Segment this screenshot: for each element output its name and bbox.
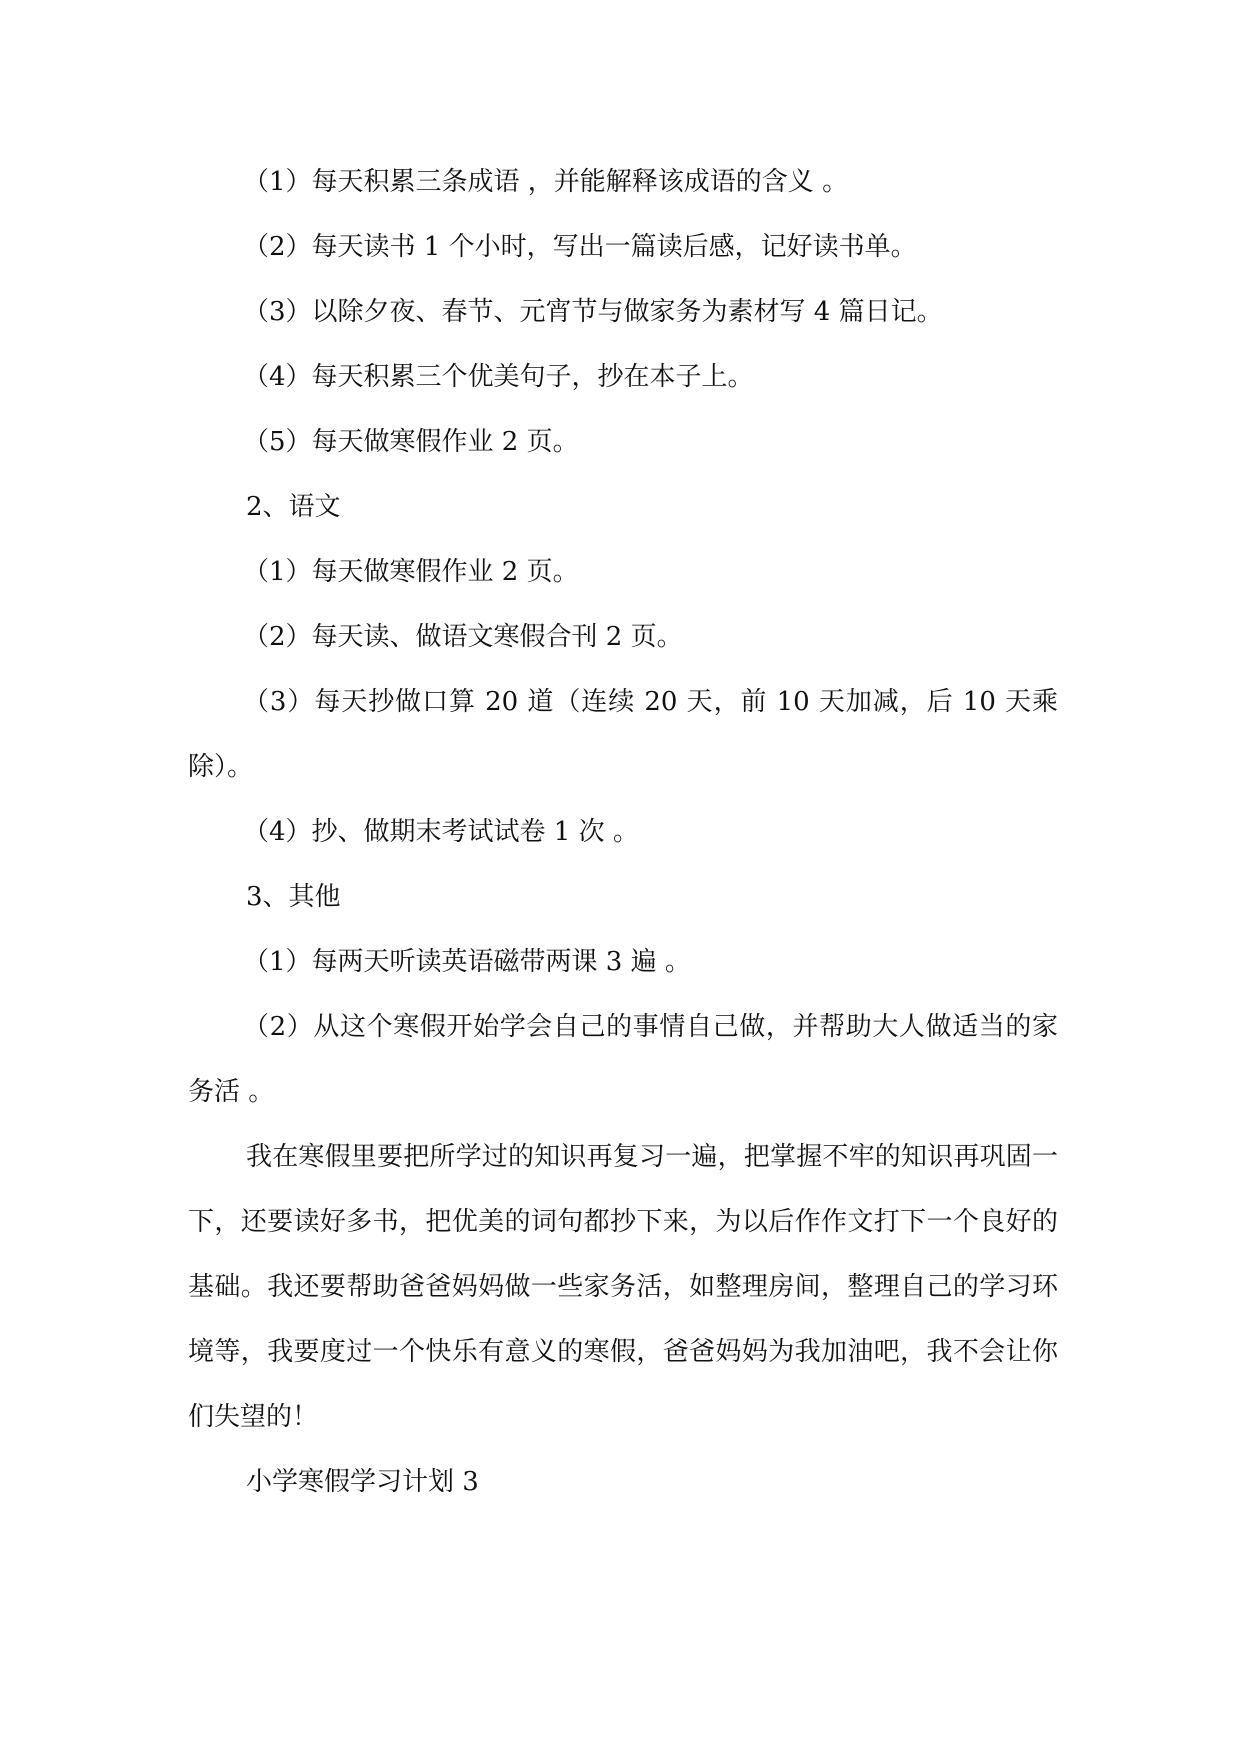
list-item: （3）每天抄做口算 20 道（连续 20 天，前 10 天加减，后 10 天乘除）。: [188, 687, 1058, 782]
list-item: （2）每天读、做语文寒假合刊 2 页。: [243, 622, 683, 652]
list-item: （1）每两天听读英语磁带两课 3 遍 。: [243, 947, 691, 977]
list-item: （2）从这个寒假开始学会自己的事情自己做，并帮助大人做适当的家务活 。: [188, 1012, 1058, 1107]
list-item: （4）抄、做期末考试试卷 1 次 。: [243, 817, 639, 847]
list-item: （1）每天做寒假作业 2 页。: [243, 557, 579, 587]
list-item: （1）每天积累三条成语 ，并能解释该成语的含义 。: [243, 167, 849, 197]
list-item: （2）每天读书 1 个小时，写出一篇读后感，记好读书单。: [243, 232, 917, 262]
body-paragraph: 我在寒假里要把所学过的知识再复习一遍，把掌握不牢的知识再巩固一下，还要读好多书，把优美的词句都抄下来，为以后作作文打下一个良好的基础。我还要帮助爸爸妈妈做一些家务活，如整理房间，整理自己的学习环境等，我要度过一个快乐有意义的寒假，爸爸妈妈为我加油吧，我不会让你们失望的！: [188, 1142, 1058, 1432]
list-item: （5）每天做寒假作业 2 页。: [243, 427, 579, 457]
section-title: 小学寒假学习计划 3: [246, 1467, 479, 1497]
list-item: （4）每天积累三个优美句子，抄在本子上。: [243, 362, 754, 392]
document-body: [188, 150, 1058, 1515]
list-item: （3）以除夕夜、春节、元宵节与做家务为素材写 4 篇日记。: [243, 297, 943, 327]
section-heading-chinese: 2、语文: [246, 492, 341, 522]
section-heading-other: 3、其他: [246, 882, 341, 912]
